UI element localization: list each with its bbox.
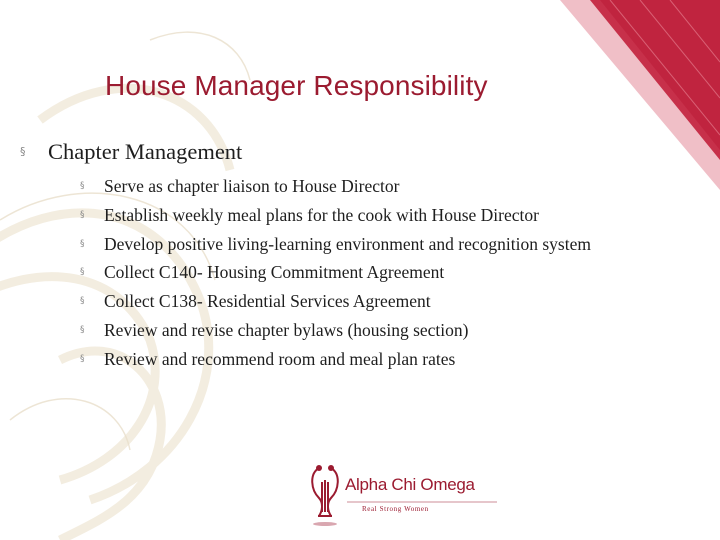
lyre-icon xyxy=(305,460,345,530)
section-heading xyxy=(20,139,243,165)
section-heading-label: Chapter Management xyxy=(48,139,243,164)
list-item xyxy=(80,172,591,201)
bullet-marker: § xyxy=(80,324,85,335)
slide-title: House Manager Responsibility xyxy=(105,70,488,101)
bullet-marker: § xyxy=(80,296,85,307)
alpha-chi-omega-logo xyxy=(305,460,505,530)
logo-name: Alpha Chi Omega xyxy=(345,475,475,494)
list-item xyxy=(80,230,591,259)
list-item xyxy=(80,316,591,345)
list-item-text: Review and recommend room and meal plan rates xyxy=(104,348,456,369)
logo-divider xyxy=(347,500,497,504)
list-item xyxy=(80,258,591,287)
bullet-marker: § xyxy=(80,181,85,191)
list-item-text: Establish weekly meal plans for the cook with House Director xyxy=(104,204,539,225)
list-item-text: Serve as chapter liaison to House Director xyxy=(104,176,400,196)
list-item-text: Develop positive living-learning environment and recognition system xyxy=(104,233,591,254)
bullet-marker: § xyxy=(80,209,85,220)
bullet-marker: § xyxy=(20,145,26,158)
list-item-text: Collect C138- Residential Services Agreement xyxy=(104,291,431,312)
list-item xyxy=(80,287,591,316)
logo-tagline: Real Strong Women xyxy=(362,505,429,513)
list-item-text: Collect C140- Housing Commitment Agreement xyxy=(104,262,445,283)
list-item xyxy=(80,201,591,230)
list-item-text: Review and revise chapter bylaws (housing section) xyxy=(104,319,469,340)
bullet-marker: § xyxy=(80,238,85,249)
responsibility-list xyxy=(80,172,591,374)
bullet-marker: § xyxy=(80,267,85,278)
bullet-marker: § xyxy=(80,353,85,364)
list-item xyxy=(80,345,591,374)
